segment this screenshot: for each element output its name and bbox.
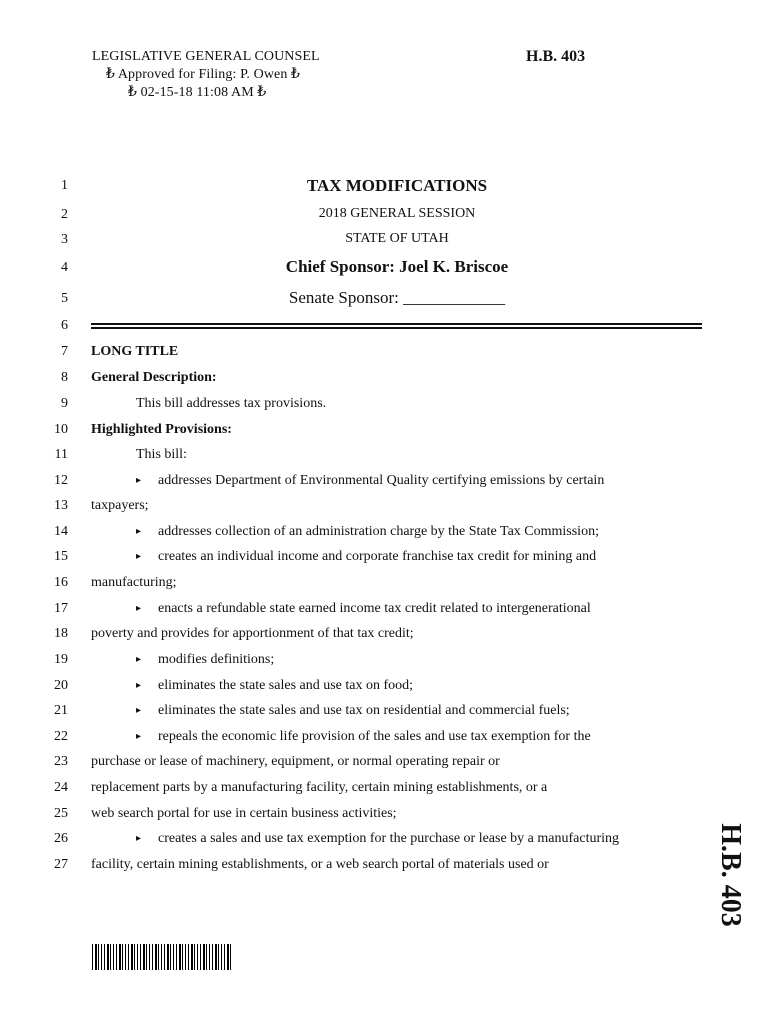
highlighted-provisions-heading: Highlighted Provisions: (91, 422, 232, 437)
this-bill-label: This bill: (136, 447, 187, 462)
bullet-icon: ▸ (136, 731, 142, 742)
provision-continuation: replacement parts by a manufacturing facility, certain mining establishments, or a (91, 780, 548, 795)
line-number: 23 (54, 754, 68, 769)
timestamp-line: ₺ 02-15-18 11:08 AM ₺ (128, 85, 267, 100)
line-number: 18 (54, 626, 68, 641)
senate-sponsor: Senate Sponsor: ____________ (288, 288, 506, 307)
line-number: 24 (54, 780, 68, 795)
long-title-heading: LONG TITLE (91, 344, 179, 359)
line-number: 20 (54, 678, 68, 693)
line-number: 21 (54, 703, 68, 718)
provision-continuation: manufacturing; (91, 575, 177, 590)
bullet-icon: ▸ (136, 705, 142, 716)
general-description-heading: General Description: (91, 370, 217, 385)
provision-item: ▸ enacts a refundable state earned income tax credit related to intergenerational (136, 601, 591, 616)
line-number: 19 (54, 652, 68, 667)
provision-continuation: taxpayers; (91, 498, 149, 513)
session-label: 2018 GENERAL SESSION (318, 206, 476, 221)
provision-item: ▸ repeals the economic life provision of the sales and use tax exemption for the (136, 729, 591, 744)
line-number: 15 (54, 549, 68, 564)
line-number: 25 (54, 806, 68, 821)
line-number: 11 (54, 447, 68, 462)
line-number: 6 (61, 318, 68, 333)
line-number: 9 (61, 396, 68, 411)
title-divider (91, 323, 702, 329)
line-number: 4 (61, 260, 68, 275)
line-number: 2 (61, 207, 68, 222)
line-number: 8 (61, 370, 68, 385)
provision-item: ▸ modifies definitions; (136, 652, 275, 667)
provision-continuation: web search portal for use in certain business activities; (91, 806, 397, 821)
provision-continuation: poverty and provides for apportionment of that tax credit; (91, 626, 414, 641)
line-number: 5 (61, 291, 68, 306)
provision-item: ▸ creates an individual income and corporate franchise tax credit for mining and (136, 549, 597, 564)
provision-item: ▸ addresses collection of an administration charge by the State Tax Commission; (136, 524, 599, 539)
bullet-icon: ▸ (136, 654, 142, 665)
line-number: 3 (61, 232, 68, 247)
bill-title: TAX MODIFICATIONS (306, 176, 488, 195)
line-number: 22 (54, 729, 68, 744)
line-number: 10 (54, 422, 68, 437)
provision-item: ▸ addresses Department of Environmental Quality certifying emissions by certain (136, 473, 605, 488)
line-number: 1 (61, 178, 68, 193)
barcode-image (92, 944, 232, 970)
provision-item: ▸ creates a sales and use tax exemption for the purchase or lease by a manufacturing (136, 831, 620, 846)
provision-continuation: purchase or lease of machinery, equipment, or normal operating repair or (91, 754, 500, 769)
description-text: This bill addresses tax provisions. (136, 396, 327, 411)
counsel-label: LEGISLATIVE GENERAL COUNSEL (92, 49, 320, 64)
side-bill-text: H.B. 403 (715, 823, 746, 927)
line-number: 14 (54, 524, 68, 539)
provision-item: ▸ eliminates the state sales and use tax on food; (136, 678, 414, 693)
approved-line: ₺ Approved for Filing: P. Owen ₺ (106, 67, 301, 82)
chief-sponsor: Chief Sponsor: Joel K. Briscoe (285, 257, 509, 276)
bullet-icon: ▸ (136, 833, 142, 844)
bullet-icon: ▸ (136, 475, 142, 486)
line-number: 26 (54, 831, 68, 846)
bullet-icon: ▸ (136, 680, 142, 691)
line-number: 7 (61, 344, 68, 359)
line-number: 12 (54, 473, 68, 488)
bullet-icon: ▸ (136, 603, 142, 614)
line-number: 13 (54, 498, 68, 513)
line-number: 16 (54, 575, 68, 590)
line-number: 27 (54, 857, 68, 872)
provision-continuation: facility, certain mining establishments, or a web search portal of materials used or (91, 857, 549, 872)
side-bill-label (706, 820, 754, 930)
state-label: STATE OF UTAH (345, 231, 449, 246)
bullet-icon: ▸ (136, 526, 142, 537)
bullet-icon: ▸ (136, 551, 142, 562)
bill-number: H.B. 403 (526, 48, 586, 65)
line-number: 17 (54, 601, 68, 616)
provision-item: ▸ eliminates the state sales and use tax on residential and commercial fuels; (136, 703, 570, 718)
